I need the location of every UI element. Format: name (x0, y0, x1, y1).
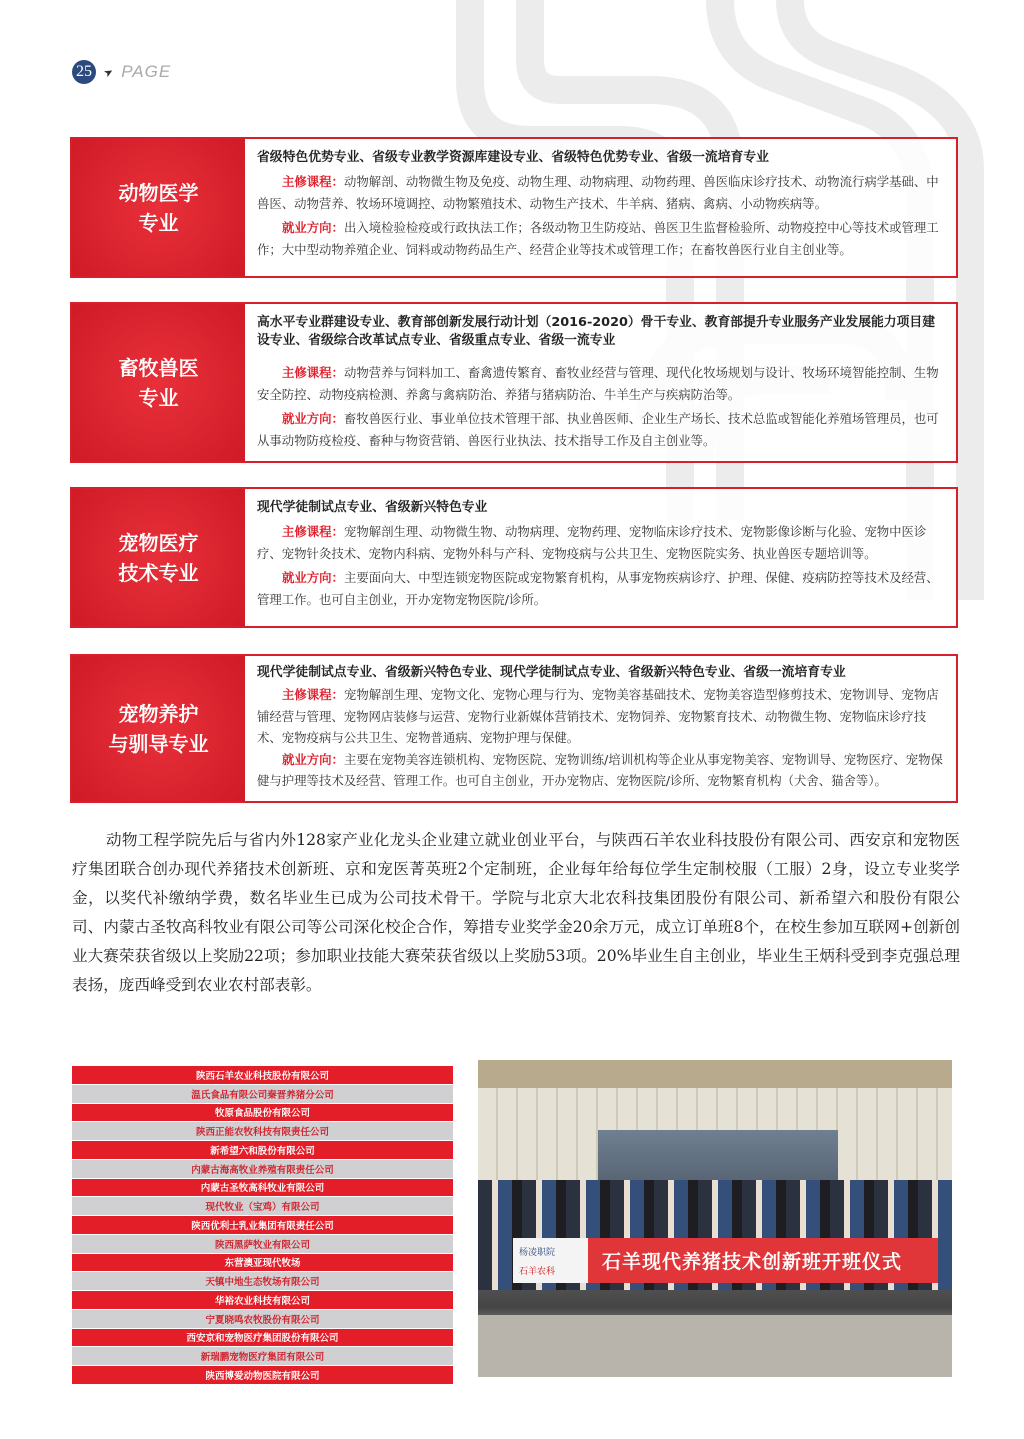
jobs (257, 567, 944, 610)
courses-text: 动物解剖、动物微生物及免疫、动物生理、动物病理、动物药理、兽医临床诊疗技术、动物流行病学基础、中兽医、动物营养、牧场环境调控、动物繁殖技术、动物生产技术、牛羊病、猪病、禽病、小动物疾病等。 (257, 174, 939, 211)
courses-label: 主修课程： (282, 174, 344, 189)
jobs (257, 217, 944, 260)
courses-text: 宠物解剖生理、宠物文化、宠物心理与行为、宠物美容基础技术、宠物美容造型修剪技术、宠物训导、宠物店铺经营与管理、宠物网店装修与运营、宠物行业新媒体营销技术、宠物饲养、宠物繁育技术、动物微生物、宠物临床诊疗技术、宠物疫病与公共卫生、宠物普通病、宠物护理与保健。 (257, 687, 939, 745)
major-name-line2: 与驯导专业 (108, 731, 209, 756)
major-honors: 省级特色优势专业、省级专业教学资源库建设专业、省级特色优势专业、省级一流培育专业 (257, 150, 769, 165)
major-name-line1: 宠物养护 (118, 701, 199, 726)
major-card-pet-medical (70, 487, 958, 628)
jobs-text: 畜牧兽医行业、事业单位技术管理干部、执业兽医师、企业生产场长、技术总监或智能化养殖场管理员，也可从事动物防疫检疫、畜种与物资营销、兽医行业执法、技术指导工作及自主创业等。 (257, 411, 939, 448)
company-row: 西安京和宠物医疗集团股份有限公司 (72, 1329, 453, 1348)
company-row: 陕西黑萨牧业有限公司 (72, 1235, 453, 1254)
jobs-label: 就业方向： (282, 411, 344, 426)
major-name (72, 656, 245, 801)
jobs-text: 出入境检验检疫或行政执法工作；各级动物卫生防疫站、兽医卫生监督检验所、动物疫控中心等技术或管理工作；大中型动物养殖企业、饲料或动物药品生产、经营企业等技术或管理工作；在畜牧兽医行业自主创业等。 (257, 220, 939, 257)
page-label: PAGE (121, 62, 172, 81)
company-row: 宁夏晓鸣农牧股份有限公司 (72, 1310, 453, 1329)
company-row: 陕西博爱动物医院有限公司 (72, 1366, 453, 1385)
major-honors: 现代学徒制试点专业、省级新兴特色专业、现代学徒制试点专业、省级新兴特色专业、省级一流培育专业 (257, 665, 846, 680)
jobs-label: 就业方向： (282, 751, 344, 767)
jobs-text: 主要在宠物美容连锁机构、宠物医院、宠物训练/培训机构等企业从事宠物美容、宠物训导、宠物医疗、宠物保健与护理等技术及经营、管理工作。也可自主创业，开办宠物店、宠物医院/诊所、宠物繁育机构（犬舍、猫舍等）。 (257, 751, 943, 788)
ceremony-photo (478, 1060, 952, 1377)
major-honors: 高水平专业群建设专业、教育部创新发展行动计划（2016-2020）骨干专业、教育部提升专业服务产业发展能力项目建设专业、省级综合改革试点专业、省级重点专业、省级一流专业 (257, 315, 935, 348)
cursor-arrow-icon: ➤ (101, 64, 116, 80)
banner-text: 石羊现代养猪技术创新班开班仪式 (602, 1251, 903, 1273)
courses-label: 主修课程： (282, 524, 344, 539)
company-row: 现代牧业（宝鸡）有限公司 (72, 1197, 453, 1216)
courses (257, 171, 944, 214)
major-honors: 现代学徒制试点专业、省级新兴特色专业 (257, 500, 488, 515)
company-row: 陕西石羊农业科技股份有限公司 (72, 1066, 453, 1085)
company-row: 东营澳亚现代牧场 (72, 1254, 453, 1273)
major-card-pet-care (70, 654, 958, 803)
jobs-label: 就业方向： (282, 570, 344, 585)
partner-company-list (72, 1066, 453, 1385)
courses-text: 动物营养与饲料加工、畜禽遗传繁育、畜牧业经营与管理、现代化牧场规划与设计、牧场环境智能控制、生物安全防控、动物疫病检测、养禽与禽病防治、养猪与猪病防治、牛羊生产与疾病防治等。 (257, 365, 939, 402)
major-name-line1: 畜牧兽医 (118, 355, 199, 380)
courses-label: 主修课程： (282, 365, 344, 380)
page-header (72, 60, 171, 84)
major-name-line1: 宠物医疗 (118, 530, 199, 555)
courses-text: 宠物解剖生理、动物微生物、动物病理、宠物药理、宠物临床诊疗技术、宠物影像诊断与化验、宠物中医诊疗、宠物针灸技术、宠物内科病、宠物外科与产科、宠物疫病与公共卫生、宠物医院实务、执业兽医专题培训等。 (257, 524, 927, 561)
body-paragraph: 动物工程学院先后与省内外128家产业化龙头企业建立就业创业平台，与陕西石羊农业科技股份有限公司、西安京和宠物医疗集团联合创办现代养猪技术创新班、京和宠医菁英班2个定制班，企业每年给每位学生定制校服（工服）2身，设立专业奖学金，以奖代补缴纳学费，数名毕业生已成为公司技术骨干。学院与北京大北农科技集团股份有限公司、新希望六和股份有限公司、内蒙古圣牧高科牧业有限公司等公司深化校企合作，筹措专业奖学金20余万元，成立订单班8个，在校生参加互联网+创新创业大赛荣获省级以上奖励22项；参加职业技能大赛荣获省级以上奖励53项。20%毕业生自主创业，毕业生王炳科受到李克强总理表扬，庞西峰受到农业农村部表彰。 (72, 831, 960, 994)
major-name (72, 304, 245, 461)
company-row: 内蒙古海高牧业养殖有限责任公司 (72, 1160, 453, 1179)
company-row: 天镇中地生态牧场有限公司 (72, 1272, 453, 1291)
banner-logos (513, 1238, 588, 1283)
major-name-line2: 专业 (138, 385, 179, 410)
company-row: 内蒙古圣牧高科牧业有限公司 (72, 1179, 453, 1198)
company-row: 新瑞鹏宠物医疗集团有限公司 (72, 1347, 453, 1366)
company-row: 温氏食品有限公司秦晋养猪分公司 (72, 1085, 453, 1104)
jobs-label: 就业方向： (282, 220, 344, 235)
courses (257, 362, 944, 405)
major-name-line2: 技术专业 (118, 560, 199, 585)
ceremony-banner (513, 1238, 938, 1283)
logo-yangling: 杨凌职院 (519, 1247, 556, 1258)
logo-shiyang: 石羊农科 (519, 1266, 556, 1277)
courses (257, 521, 944, 564)
company-row: 牧原食品股份有限公司 (72, 1104, 453, 1123)
company-row: 新希望六和股份有限公司 (72, 1141, 453, 1160)
major-name-line1: 动物医学 (118, 180, 199, 205)
major-card-animal-husbandry (70, 302, 958, 463)
major-name (72, 489, 245, 626)
jobs (257, 749, 944, 792)
company-row: 陕西优利士乳业集团有限责任公司 (72, 1216, 453, 1235)
courses (257, 684, 944, 749)
page-number: 25 (72, 60, 96, 84)
jobs-text: 主要面向大、中型连锁宠物医院或宠物繁育机构，从事宠物疾病诊疗、护理、保健、疫病防控等技术及经营、管理工作。也可自主创业，开办宠物宠物医院/诊所。 (257, 570, 939, 607)
company-row: 华裕农业科技有限公司 (72, 1291, 453, 1310)
jobs (257, 408, 944, 451)
company-row: 陕西正能农牧科技有限责任公司 (72, 1122, 453, 1141)
courses-label: 主修课程： (282, 687, 344, 702)
major-name (72, 139, 245, 276)
major-name-line2: 专业 (138, 210, 179, 235)
major-card-animal-medicine (70, 137, 958, 278)
